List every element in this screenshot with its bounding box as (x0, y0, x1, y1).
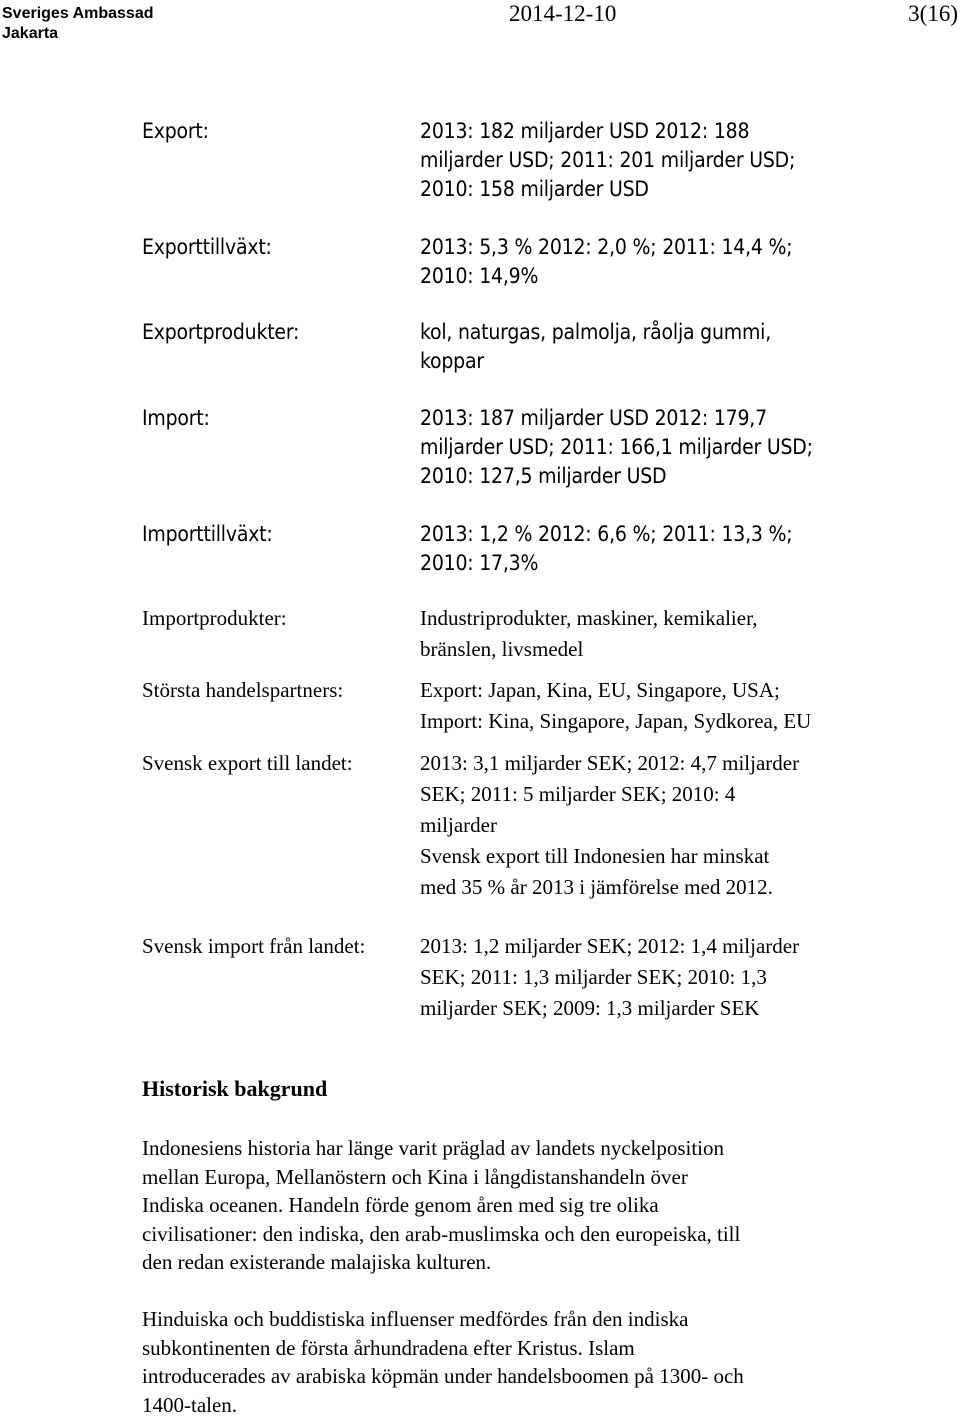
fact-value (420, 748, 799, 903)
fact-value-line: 2010: 158 miljarder USD (420, 175, 795, 204)
fact-value (420, 931, 799, 1024)
fact-value-line: Industriprodukter, maskiner, kemikalier, (420, 603, 757, 634)
fact-label: Exporttillväxt: (142, 233, 272, 262)
fact-value-line: bränslen, livsmedel (420, 634, 757, 665)
fact-label: Export: (142, 117, 209, 146)
fact-value-line: miljarder USD; 2011: 201 miljarder USD; (420, 146, 795, 175)
fact-value-line: Import: Kina, Singapore, Japan, Sydkorea, EU (420, 706, 811, 737)
fact-value-line: miljarder USD; 2011: 166,1 miljarder USD; (420, 433, 813, 462)
fact-value-line: 2013: 1,2 % 2012: 6,6 %; 2011: 13,3 %; (420, 520, 792, 549)
fact-value-line: miljarder SEK; 2009: 1,3 miljarder SEK (420, 993, 799, 1024)
fact-value-line: 2010: 14,9% (420, 262, 792, 291)
fact-value-line: 2010: 127,5 miljarder USD (420, 462, 813, 491)
fact-value (420, 318, 771, 376)
fact-value-line: med 35 % år 2013 i jämförelse med 2012. (420, 872, 799, 903)
fact-label: Import: (142, 404, 210, 433)
fact-value (420, 233, 792, 291)
paragraph-line: mellan Europa, Mellanöstern och Kina i långdistanshandeln över (142, 1163, 740, 1192)
fact-value-line: 2013: 187 miljarder USD 2012: 179,7 (420, 404, 813, 433)
fact-value-line: kol, naturgas, palmolja, råolja gummi, (420, 318, 771, 347)
paragraph-line: den redan existerande malajiska kulturen. (142, 1248, 740, 1277)
fact-value-line: Export: Japan, Kina, EU, Singapore, USA; (420, 675, 811, 706)
fact-value (420, 117, 795, 204)
fact-label: Importtillväxt: (142, 520, 273, 549)
fact-value-line: koppar (420, 347, 771, 376)
fact-value-line: Svensk export till Indonesien har minskat (420, 841, 799, 872)
paragraph-line: 1400-talen. (142, 1391, 744, 1419)
history-paragraph-1 (142, 1134, 740, 1277)
paragraph-line: Indiska oceanen. Handeln förde genom åren med sig tre olika (142, 1191, 740, 1220)
embassy-name (2, 4, 153, 44)
fact-value-line: 2010: 17,3% (420, 549, 792, 578)
fact-value-line: miljarder (420, 810, 799, 841)
fact-label: Importprodukter: (142, 603, 287, 634)
paragraph-line: introducerades av arabiska köpmän under handelsboomen på 1300- och (142, 1362, 744, 1391)
fact-label: Största handelspartners: (142, 675, 343, 706)
section-heading: Historisk bakgrund (142, 1074, 327, 1104)
page-number: 3(16) (908, 1, 958, 27)
paragraph-line: subkontinenten de första århundradena efter Kristus. Islam (142, 1334, 744, 1363)
embassy-name-line1: Sveriges Ambassad (2, 4, 153, 24)
fact-value-line: SEK; 2011: 1,3 miljarder SEK; 2010: 1,3 (420, 962, 799, 993)
fact-label: Svensk import från landet: (142, 931, 365, 962)
paragraph-line: civilisationer: den indiska, den arab-muslimska och den europeiska, till (142, 1220, 740, 1249)
paragraph-line: Indonesiens historia har länge varit präglad av landets nyckelposition (142, 1134, 740, 1163)
fact-label: Svensk export till landet: (142, 748, 353, 779)
fact-label: Exportprodukter: (142, 318, 299, 347)
fact-value-line: SEK; 2011: 5 miljarder SEK; 2010: 4 (420, 779, 799, 810)
embassy-name-line2: Jakarta (2, 24, 153, 44)
paragraph-line: Hinduiska och buddistiska influenser medfördes från den indiska (142, 1305, 744, 1334)
history-paragraph-2 (142, 1305, 744, 1419)
fact-value (420, 675, 811, 737)
fact-value-line: 2013: 5,3 % 2012: 2,0 %; 2011: 14,4 %; (420, 233, 792, 262)
fact-value (420, 603, 757, 665)
fact-value-line: 2013: 1,2 miljarder SEK; 2012: 1,4 miljarder (420, 931, 799, 962)
fact-value (420, 404, 813, 491)
document-date: 2014-12-10 (509, 1, 616, 27)
fact-value (420, 520, 792, 578)
fact-value-line: 2013: 182 miljarder USD 2012: 188 (420, 117, 795, 146)
fact-value-line: 2013: 3,1 miljarder SEK; 2012: 4,7 miljarder (420, 748, 799, 779)
